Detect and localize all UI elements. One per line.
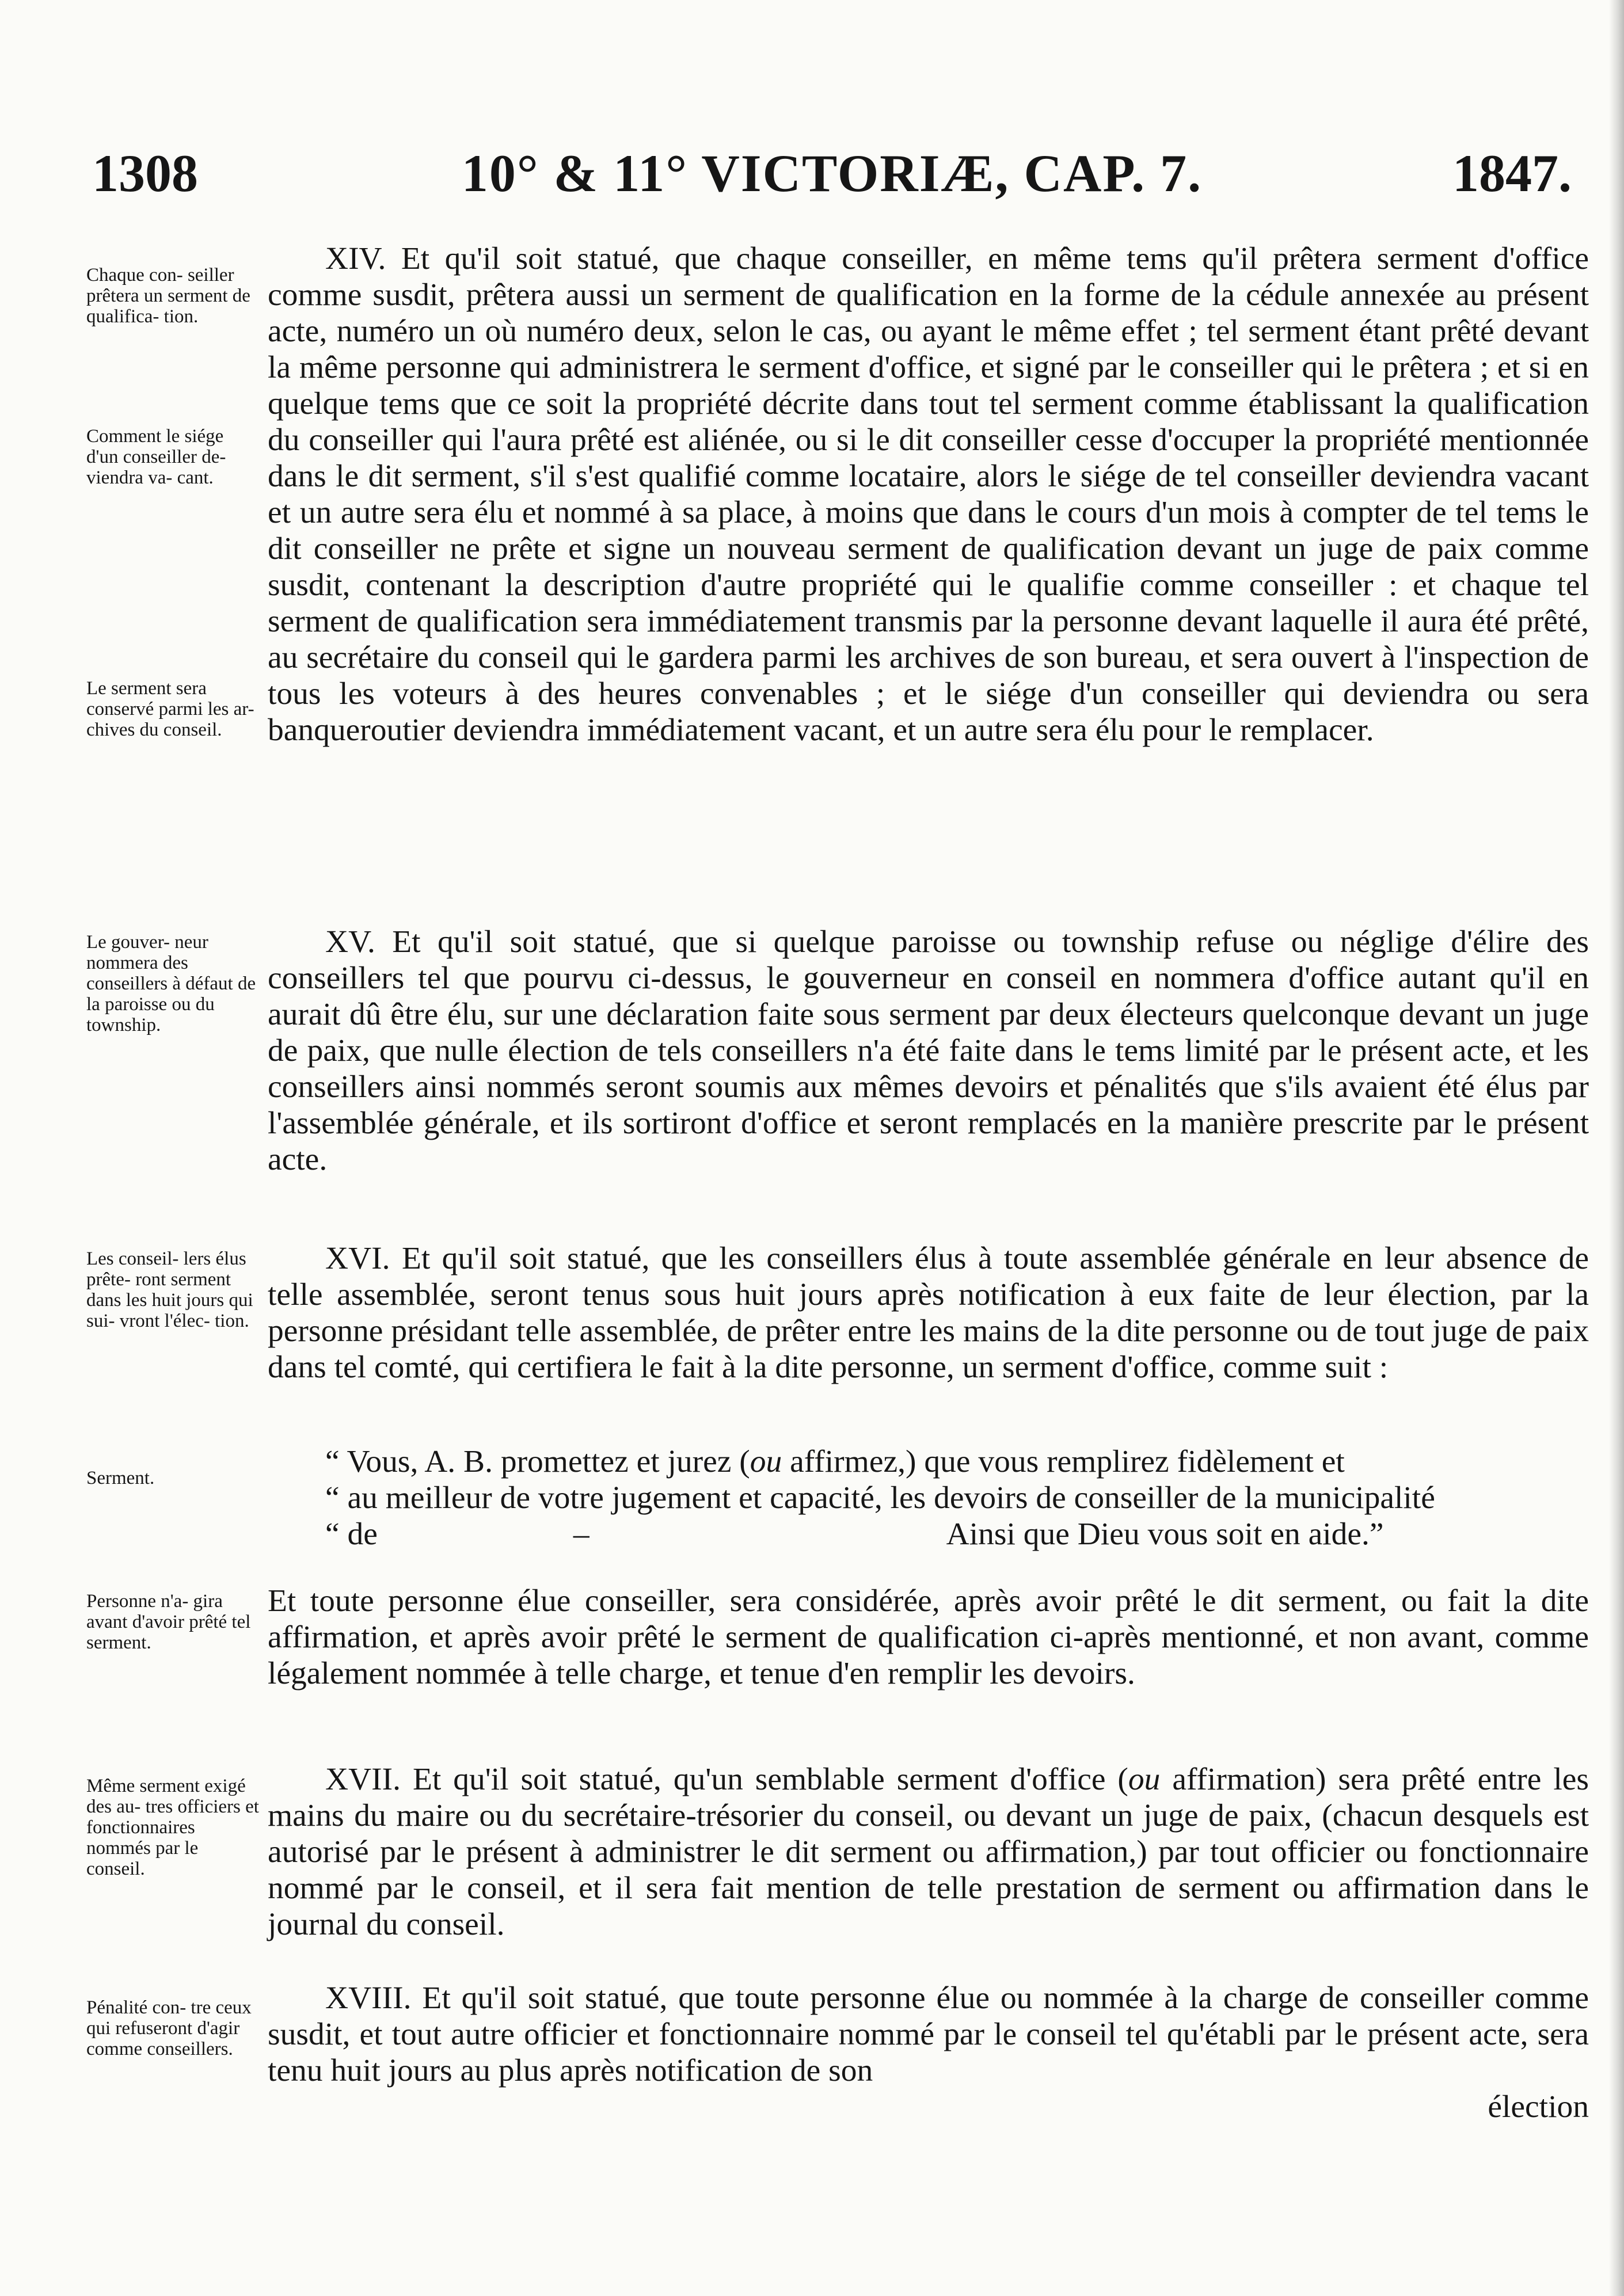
oath-block (86, 1444, 1589, 1559)
page-number: 1308 (92, 144, 198, 203)
section-text-b: affirmation) sera prêté entre les mains du maire ou du secrétaire-trésorier du conseil, ou devant un juge de paix, (chacun desquels est autorisé par le présent à administrer le dit serment ou affirmation,) par tout officier ou fonctionnaire nommé par le conseil, et il sera fait mention de telle prestation de serment ou affirmation dans le journal du conseil. (268, 1762, 1589, 1942)
section-number: XV. (325, 924, 375, 959)
margin-note: Pénalité con- tre ceux qui refuseront d'agir comme conseillers. (86, 1997, 252, 2059)
section-number: XVI. (325, 1241, 390, 1276)
section-xv (86, 924, 1589, 1235)
section-number: XVIII. (325, 1981, 412, 2016)
margin-note: Personne n'a- gira avant d'avoir prêté tel serment. (86, 1591, 251, 1653)
margin-note: Serment. (86, 1468, 155, 1488)
paragraph-qualification (86, 1583, 1589, 1756)
running-title: 10° & 11° VICTORIÆ, CAP. 7. (461, 144, 1203, 203)
section-body (268, 1980, 1589, 2125)
section-text: Et qu'il soit statué, que les conseillers élus à toute assemblée générale en leur absence de telle assemblée, seront tenus sous huit jours après notification à eux faite de leur élection, par la personne présidant telle assemblée, de prêter entre les mains de la dite personne ou de tout juge de paix dans tel comté, qui certifiera le fait à la dite personne, un serment d'office, comme suit : (268, 1241, 1589, 1385)
section-number: XVII. (325, 1762, 401, 1797)
running-header (92, 143, 1572, 206)
section-xviii (86, 1980, 1589, 2141)
oath-line-3b: Ainsi que Dieu vous soit en aide.” (946, 1517, 1384, 1552)
section-body (268, 1761, 1589, 1943)
section-xvi (86, 1240, 1589, 1430)
margin-note: Les conseil- lers élus prête- ront serment dans les huit jours qui sui- vront l'élec- tion. (86, 1248, 253, 1331)
margin-note: Même serment exigé des au- tres officiers et fonctionnaires nommés par le conseil. (86, 1776, 259, 1879)
section-body (268, 924, 1589, 1178)
catchword: élection (1488, 2089, 1589, 2124)
section-text-italic: ou (1128, 1762, 1161, 1797)
page-edge-shadow (1609, 0, 1624, 2296)
oath-text (268, 1444, 1589, 1552)
oath-line-1b: affirmez,) que vous remplirez fidèlement et (782, 1444, 1345, 1479)
section-body (268, 1583, 1589, 1692)
section-xiv (86, 241, 1589, 903)
section-text: Et qu'il soit statué, que si quelque paroisse ou township refuse ou néglige d'élire des conseillers tel que pourvu ci-dessus, le gouverneur en conseil en nommera d'office autant qu'il en aurait dû être élu, sur une déclaration faite sous serment par deux électeurs quelconque devant un juge de paix, que nulle élection de tels conseillers n'a été faite dans le tems limité par le présent acte, et les conseillers ainsi nommés seront soumis aux mêmes devoirs et pénalités que s'ils avaient été élus par l'assemblée générale, et ils sortiront d'office et seront remplacés en la manière prescrite par le présent acte. (268, 924, 1589, 1177)
section-text: Et qu'il soit statué, que toute personne élue ou nommée à la charge de conseiller comme susdit, et tout autre officier et fonctionnaire nommé par le conseil tel qu'établi par le présent acte, sera tenu huit jours au plus après notification de son (268, 1981, 1589, 2088)
oath-line-1-italic: ou (750, 1444, 782, 1479)
section-body (268, 1240, 1589, 1385)
margin-note: Chaque con- seiller prêtera un serment de qualifica- tion. (86, 265, 250, 327)
oath-line-3a: “ de (325, 1517, 378, 1552)
section-xvii (86, 1761, 1589, 1951)
section-text-a: Et qu'il soit statué, qu'un semblable serment d'office ( (412, 1762, 1128, 1797)
margin-note: Comment le siége d'un conseiller de- viendra va- cant. (86, 426, 226, 488)
oath-line-1a: “ Vous, A. B. promettez et jurez ( (325, 1444, 750, 1479)
section-text: Et toute personne élue conseiller, sera considérée, après avoir prêté le dit serment, ou fait la dite affirmation, et après avoir prêté le serment de qualification ci-après mentionné, et non avant, comme légalement nommée à telle charge, et tenue d'en remplir les devoirs. (268, 1583, 1589, 1691)
section-body (268, 241, 1589, 748)
margin-note: Le gouver- neur nommera des conseillers à défaut de la paroisse ou du township. (86, 932, 256, 1035)
oath-line-2: “ au meilleur de votre jugement et capacité, les devoirs de conseiller de la municipalité (325, 1480, 1435, 1516)
section-text: Et qu'il soit statué, que chaque conseiller, en même tems qu'il prêtera serment d'office comme susdit, prêtera aussi un serment de qualification en la forme de la cédule annexée au présent acte, numéro un où numéro deux, selon le cas, ou ayant le même effet ; tel serment étant prêté devant la même personne qui administrera le serment d'office, et signé par le conseiller qui le prêtera ; et si en quelque tems que ce soit la propriété décrite dans tout tel serment comme établissant la qualification du conseiller qui l'aura prêté est aliénée, ou si le dit conseiller cesse d'occuper la propriété mentionnée dans le dit serment, s'il s'est qualifié comme locataire, alors le siége de tel conseiller deviendra vacant et un autre sera élu et nommé à sa place, à moins que dans le cours d'un mois à compter de tel tems le dit conseiller ne prête et signe un nouveau serment de qualification devant un juge de paix comme susdit, contenant la description d'autre propriété qui le qualifie comme conseiller : et chaque tel serment de qualification sera immédiatement transmis par la personne devant laquelle il aura été prêté, au secrétaire du conseil qui le gardera parmi les archives de son bureau, et sera ouvert à l'inspection de tous les voteurs à des heures convenables ; et le siége d'un conseiller qui deviendra ou sera banqueroutier deviendra immédiatement vacant, et un autre sera élu pour le remplacer. (268, 241, 1589, 748)
margin-note: Le serment sera conservé parmi les ar- chives du conseil. (86, 678, 254, 740)
section-number: XIV. (325, 241, 386, 276)
oath-blank-dash: – (573, 1517, 589, 1552)
header-year: 1847. (1452, 144, 1572, 203)
